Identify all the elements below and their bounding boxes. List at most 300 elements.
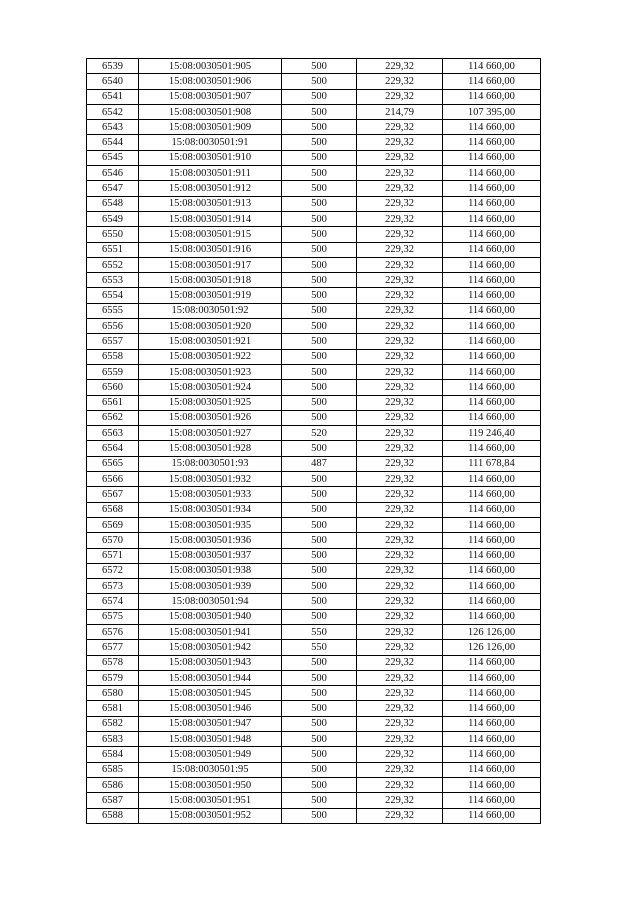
- rate-cell: 229,32: [357, 670, 443, 685]
- rate-cell: 229,32: [357, 120, 443, 135]
- row-number-cell: 6564: [87, 441, 139, 456]
- cadastral-number-cell: 15:08:0030501:940: [139, 609, 282, 624]
- table-row: [87, 395, 541, 410]
- cadastral-number-cell: 15:08:0030501:939: [139, 579, 282, 594]
- rate-cell: 229,32: [357, 732, 443, 747]
- row-number-cell: 6552: [87, 257, 139, 272]
- table-row: [87, 104, 541, 119]
- row-number-cell: 6545: [87, 150, 139, 165]
- row-number-cell: 6583: [87, 732, 139, 747]
- area-cell: 500: [282, 227, 357, 242]
- cadastral-number-cell: 15:08:0030501:912: [139, 181, 282, 196]
- cadastral-number-cell: 15:08:0030501:941: [139, 624, 282, 639]
- table-row: [87, 716, 541, 731]
- table-row: [87, 579, 541, 594]
- row-number-cell: 6539: [87, 59, 139, 74]
- amount-cell: 114 660,00: [443, 594, 541, 609]
- table-row: [87, 273, 541, 288]
- table-row: [87, 670, 541, 685]
- row-number-cell: 6586: [87, 777, 139, 792]
- row-number-cell: 6554: [87, 288, 139, 303]
- amount-cell: 114 660,00: [443, 349, 541, 364]
- rate-cell: 229,32: [357, 181, 443, 196]
- table-row: [87, 166, 541, 181]
- row-number-cell: 6557: [87, 334, 139, 349]
- amount-cell: 107 395,00: [443, 104, 541, 119]
- table-row: [87, 533, 541, 548]
- rate-cell: 229,32: [357, 777, 443, 792]
- rate-cell: 229,32: [357, 640, 443, 655]
- table-row: [87, 808, 541, 823]
- area-cell: 500: [282, 257, 357, 272]
- cadastral-number-cell: 15:08:0030501:936: [139, 533, 282, 548]
- rate-cell: 229,32: [357, 227, 443, 242]
- amount-cell: 114 660,00: [443, 166, 541, 181]
- table-row: [87, 74, 541, 89]
- area-cell: 500: [282, 288, 357, 303]
- row-number-cell: 6581: [87, 701, 139, 716]
- amount-cell: 114 660,00: [443, 747, 541, 762]
- cadastral-number-cell: 15:08:0030501:94: [139, 594, 282, 609]
- cadastral-number-cell: 15:08:0030501:909: [139, 120, 282, 135]
- rate-cell: 229,32: [357, 716, 443, 731]
- cadastral-number-cell: 15:08:0030501:951: [139, 793, 282, 808]
- rate-cell: 229,32: [357, 59, 443, 74]
- row-number-cell: 6544: [87, 135, 139, 150]
- amount-cell: 114 660,00: [443, 227, 541, 242]
- table-row: [87, 135, 541, 150]
- area-cell: 500: [282, 89, 357, 104]
- area-cell: 500: [282, 762, 357, 777]
- table-row: [87, 456, 541, 471]
- amount-cell: 114 660,00: [443, 303, 541, 318]
- row-number-cell: 6555: [87, 303, 139, 318]
- rate-cell: 229,32: [357, 89, 443, 104]
- table-row: [87, 319, 541, 334]
- rate-cell: 229,32: [357, 135, 443, 150]
- table-row: [87, 303, 541, 318]
- area-cell: 500: [282, 655, 357, 670]
- rate-cell: 229,32: [357, 686, 443, 701]
- row-number-cell: 6546: [87, 166, 139, 181]
- row-number-cell: 6550: [87, 227, 139, 242]
- amount-cell: 114 660,00: [443, 793, 541, 808]
- row-number-cell: 6585: [87, 762, 139, 777]
- cadastral-number-cell: 15:08:0030501:92: [139, 303, 282, 318]
- row-number-cell: 6556: [87, 319, 139, 334]
- table-row: [87, 334, 541, 349]
- table-row: [87, 487, 541, 502]
- area-cell: 500: [282, 410, 357, 425]
- rate-cell: 229,32: [357, 273, 443, 288]
- cadastral-number-cell: 15:08:0030501:934: [139, 502, 282, 517]
- cadastral-number-cell: 15:08:0030501:916: [139, 242, 282, 257]
- row-number-cell: 6575: [87, 609, 139, 624]
- amount-cell: 114 660,00: [443, 808, 541, 823]
- row-number-cell: 6563: [87, 426, 139, 441]
- table-row: [87, 426, 541, 441]
- amount-cell: 114 660,00: [443, 319, 541, 334]
- table-row: [87, 517, 541, 532]
- table-row: [87, 793, 541, 808]
- cadastral-number-cell: 15:08:0030501:922: [139, 349, 282, 364]
- amount-cell: 114 660,00: [443, 273, 541, 288]
- cadastral-number-cell: 15:08:0030501:913: [139, 196, 282, 211]
- area-cell: 500: [282, 808, 357, 823]
- rate-cell: 229,32: [357, 762, 443, 777]
- amount-cell: 114 660,00: [443, 655, 541, 670]
- amount-cell: 114 660,00: [443, 777, 541, 792]
- row-number-cell: 6558: [87, 349, 139, 364]
- rate-cell: 229,32: [357, 196, 443, 211]
- cadastral-number-cell: 15:08:0030501:911: [139, 166, 282, 181]
- row-number-cell: 6573: [87, 579, 139, 594]
- amount-cell: 114 660,00: [443, 716, 541, 731]
- row-number-cell: 6568: [87, 502, 139, 517]
- area-cell: 500: [282, 273, 357, 288]
- row-number-cell: 6582: [87, 716, 139, 731]
- cadastral-number-cell: 15:08:0030501:923: [139, 364, 282, 379]
- area-cell: 500: [282, 732, 357, 747]
- row-number-cell: 6570: [87, 533, 139, 548]
- cadastral-table: [86, 58, 541, 824]
- area-cell: 500: [282, 380, 357, 395]
- amount-cell: 114 660,00: [443, 288, 541, 303]
- rate-cell: 229,32: [357, 74, 443, 89]
- area-cell: 500: [282, 609, 357, 624]
- amount-cell: 114 660,00: [443, 196, 541, 211]
- row-number-cell: 6547: [87, 181, 139, 196]
- rate-cell: 229,32: [357, 456, 443, 471]
- table-row: [87, 701, 541, 716]
- table-row: [87, 181, 541, 196]
- amount-cell: 114 660,00: [443, 257, 541, 272]
- row-number-cell: 6540: [87, 74, 139, 89]
- rate-cell: 229,32: [357, 472, 443, 487]
- rate-cell: 229,32: [357, 303, 443, 318]
- rate-cell: 229,32: [357, 410, 443, 425]
- amount-cell: 114 660,00: [443, 441, 541, 456]
- amount-cell: 114 660,00: [443, 732, 541, 747]
- rate-cell: 229,32: [357, 364, 443, 379]
- row-number-cell: 6576: [87, 624, 139, 639]
- row-number-cell: 6553: [87, 273, 139, 288]
- area-cell: 500: [282, 196, 357, 211]
- rate-cell: 229,32: [357, 655, 443, 670]
- area-cell: 500: [282, 334, 357, 349]
- cadastral-number-cell: 15:08:0030501:946: [139, 701, 282, 716]
- table-row: [87, 242, 541, 257]
- area-cell: 500: [282, 517, 357, 532]
- row-number-cell: 6577: [87, 640, 139, 655]
- row-number-cell: 6562: [87, 410, 139, 425]
- row-number-cell: 6561: [87, 395, 139, 410]
- cadastral-number-cell: 15:08:0030501:937: [139, 548, 282, 563]
- amount-cell: 126 126,00: [443, 640, 541, 655]
- cadastral-number-cell: 15:08:0030501:948: [139, 732, 282, 747]
- row-number-cell: 6560: [87, 380, 139, 395]
- table-row: [87, 257, 541, 272]
- table-row: [87, 472, 541, 487]
- rate-cell: 229,32: [357, 441, 443, 456]
- amount-cell: 111 678,84: [443, 456, 541, 471]
- area-cell: 500: [282, 150, 357, 165]
- area-cell: 520: [282, 426, 357, 441]
- area-cell: 500: [282, 395, 357, 410]
- rate-cell: 229,32: [357, 793, 443, 808]
- amount-cell: 114 660,00: [443, 59, 541, 74]
- rate-cell: 229,32: [357, 502, 443, 517]
- rate-cell: 229,32: [357, 808, 443, 823]
- cadastral-number-cell: 15:08:0030501:933: [139, 487, 282, 502]
- rate-cell: 229,32: [357, 426, 443, 441]
- rate-cell: 229,32: [357, 594, 443, 609]
- rate-cell: 229,32: [357, 211, 443, 226]
- row-number-cell: 6588: [87, 808, 139, 823]
- area-cell: 500: [282, 716, 357, 731]
- rate-cell: 229,32: [357, 395, 443, 410]
- area-cell: 500: [282, 533, 357, 548]
- table-row: [87, 609, 541, 624]
- row-number-cell: 6551: [87, 242, 139, 257]
- rate-cell: 229,32: [357, 579, 443, 594]
- amount-cell: 126 126,00: [443, 624, 541, 639]
- table-row: [87, 349, 541, 364]
- area-cell: 500: [282, 349, 357, 364]
- row-number-cell: 6543: [87, 120, 139, 135]
- row-number-cell: 6569: [87, 517, 139, 532]
- row-number-cell: 6567: [87, 487, 139, 502]
- cadastral-number-cell: 15:08:0030501:945: [139, 686, 282, 701]
- area-cell: 487: [282, 456, 357, 471]
- table-row: [87, 686, 541, 701]
- table-row: [87, 441, 541, 456]
- area-cell: 500: [282, 747, 357, 762]
- rate-cell: 229,32: [357, 334, 443, 349]
- cadastral-number-cell: 15:08:0030501:908: [139, 104, 282, 119]
- row-number-cell: 6559: [87, 364, 139, 379]
- amount-cell: 114 660,00: [443, 395, 541, 410]
- table-row: [87, 410, 541, 425]
- area-cell: 500: [282, 670, 357, 685]
- area-cell: 500: [282, 59, 357, 74]
- table-row: [87, 120, 541, 135]
- area-cell: 500: [282, 135, 357, 150]
- amount-cell: 114 660,00: [443, 670, 541, 685]
- area-cell: 550: [282, 640, 357, 655]
- table-row: [87, 227, 541, 242]
- area-cell: 500: [282, 166, 357, 181]
- cadastral-number-cell: 15:08:0030501:932: [139, 472, 282, 487]
- rate-cell: 229,32: [357, 701, 443, 716]
- cadastral-number-cell: 15:08:0030501:907: [139, 89, 282, 104]
- table-row: [87, 196, 541, 211]
- cadastral-number-cell: 15:08:0030501:924: [139, 380, 282, 395]
- rate-cell: 229,32: [357, 487, 443, 502]
- cadastral-number-cell: 15:08:0030501:93: [139, 456, 282, 471]
- row-number-cell: 6548: [87, 196, 139, 211]
- amount-cell: 114 660,00: [443, 181, 541, 196]
- area-cell: 500: [282, 319, 357, 334]
- amount-cell: 114 660,00: [443, 74, 541, 89]
- amount-cell: 114 660,00: [443, 410, 541, 425]
- rate-cell: 229,32: [357, 380, 443, 395]
- area-cell: 500: [282, 120, 357, 135]
- amount-cell: 114 660,00: [443, 150, 541, 165]
- table-body: [87, 59, 541, 824]
- table-row: [87, 548, 541, 563]
- row-number-cell: 6571: [87, 548, 139, 563]
- area-cell: 500: [282, 104, 357, 119]
- table-row: [87, 211, 541, 226]
- cadastral-number-cell: 15:08:0030501:935: [139, 517, 282, 532]
- amount-cell: 114 660,00: [443, 364, 541, 379]
- area-cell: 500: [282, 777, 357, 792]
- area-cell: 500: [282, 487, 357, 502]
- amount-cell: 114 660,00: [443, 502, 541, 517]
- amount-cell: 119 246,40: [443, 426, 541, 441]
- cadastral-number-cell: 15:08:0030501:91: [139, 135, 282, 150]
- area-cell: 500: [282, 364, 357, 379]
- area-cell: 500: [282, 211, 357, 226]
- table-row: [87, 777, 541, 792]
- cadastral-number-cell: 15:08:0030501:952: [139, 808, 282, 823]
- cadastral-number-cell: 15:08:0030501:944: [139, 670, 282, 685]
- rate-cell: 229,32: [357, 548, 443, 563]
- area-cell: 550: [282, 624, 357, 639]
- amount-cell: 114 660,00: [443, 211, 541, 226]
- table-row: [87, 594, 541, 609]
- table-row: [87, 288, 541, 303]
- area-cell: 500: [282, 441, 357, 456]
- amount-cell: 114 660,00: [443, 701, 541, 716]
- amount-cell: 114 660,00: [443, 89, 541, 104]
- area-cell: 500: [282, 472, 357, 487]
- area-cell: 500: [282, 701, 357, 716]
- area-cell: 500: [282, 686, 357, 701]
- cadastral-number-cell: 15:08:0030501:927: [139, 426, 282, 441]
- table-row: [87, 364, 541, 379]
- amount-cell: 114 660,00: [443, 762, 541, 777]
- table-row: [87, 563, 541, 578]
- rate-cell: 229,32: [357, 517, 443, 532]
- row-number-cell: 6541: [87, 89, 139, 104]
- table-row: [87, 762, 541, 777]
- table-row: [87, 732, 541, 747]
- cadastral-number-cell: 15:08:0030501:949: [139, 747, 282, 762]
- cadastral-number-cell: 15:08:0030501:905: [139, 59, 282, 74]
- rate-cell: 229,32: [357, 257, 443, 272]
- area-cell: 500: [282, 793, 357, 808]
- table-row: [87, 640, 541, 655]
- table-row: [87, 150, 541, 165]
- amount-cell: 114 660,00: [443, 563, 541, 578]
- amount-cell: 114 660,00: [443, 135, 541, 150]
- table-row: [87, 380, 541, 395]
- cadastral-number-cell: 15:08:0030501:942: [139, 640, 282, 655]
- amount-cell: 114 660,00: [443, 487, 541, 502]
- row-number-cell: 6566: [87, 472, 139, 487]
- area-cell: 500: [282, 594, 357, 609]
- table-row: [87, 89, 541, 104]
- cadastral-number-cell: 15:08:0030501:943: [139, 655, 282, 670]
- cadastral-number-cell: 15:08:0030501:921: [139, 334, 282, 349]
- amount-cell: 114 660,00: [443, 242, 541, 257]
- area-cell: 500: [282, 74, 357, 89]
- area-cell: 500: [282, 548, 357, 563]
- rate-cell: 229,32: [357, 533, 443, 548]
- area-cell: 500: [282, 579, 357, 594]
- cadastral-number-cell: 15:08:0030501:914: [139, 211, 282, 226]
- cadastral-number-cell: 15:08:0030501:906: [139, 74, 282, 89]
- rate-cell: 229,32: [357, 166, 443, 181]
- cadastral-number-cell: 15:08:0030501:925: [139, 395, 282, 410]
- row-number-cell: 6578: [87, 655, 139, 670]
- amount-cell: 114 660,00: [443, 380, 541, 395]
- table-row: [87, 502, 541, 517]
- row-number-cell: 6580: [87, 686, 139, 701]
- rate-cell: 229,32: [357, 563, 443, 578]
- amount-cell: 114 660,00: [443, 120, 541, 135]
- area-cell: 500: [282, 502, 357, 517]
- cadastral-number-cell: 15:08:0030501:915: [139, 227, 282, 242]
- amount-cell: 114 660,00: [443, 472, 541, 487]
- rate-cell: 229,32: [357, 624, 443, 639]
- amount-cell: 114 660,00: [443, 548, 541, 563]
- row-number-cell: 6572: [87, 563, 139, 578]
- cadastral-number-cell: 15:08:0030501:919: [139, 288, 282, 303]
- cadastral-number-cell: 15:08:0030501:950: [139, 777, 282, 792]
- rate-cell: 229,32: [357, 242, 443, 257]
- row-number-cell: 6587: [87, 793, 139, 808]
- table-row: [87, 655, 541, 670]
- rate-cell: 229,32: [357, 150, 443, 165]
- rate-cell: 229,32: [357, 349, 443, 364]
- row-number-cell: 6584: [87, 747, 139, 762]
- cadastral-number-cell: 15:08:0030501:938: [139, 563, 282, 578]
- amount-cell: 114 660,00: [443, 686, 541, 701]
- rate-cell: 229,32: [357, 288, 443, 303]
- amount-cell: 114 660,00: [443, 334, 541, 349]
- amount-cell: 114 660,00: [443, 579, 541, 594]
- cadastral-number-cell: 15:08:0030501:917: [139, 257, 282, 272]
- amount-cell: 114 660,00: [443, 517, 541, 532]
- cadastral-number-cell: 15:08:0030501:928: [139, 441, 282, 456]
- row-number-cell: 6542: [87, 104, 139, 119]
- cadastral-number-cell: 15:08:0030501:920: [139, 319, 282, 334]
- area-cell: 500: [282, 563, 357, 578]
- cadastral-number-cell: 15:08:0030501:926: [139, 410, 282, 425]
- rate-cell: 229,32: [357, 319, 443, 334]
- area-cell: 500: [282, 303, 357, 318]
- row-number-cell: 6579: [87, 670, 139, 685]
- area-cell: 500: [282, 242, 357, 257]
- row-number-cell: 6549: [87, 211, 139, 226]
- amount-cell: 114 660,00: [443, 533, 541, 548]
- cadastral-number-cell: 15:08:0030501:95: [139, 762, 282, 777]
- table-row: [87, 624, 541, 639]
- rate-cell: 229,32: [357, 609, 443, 624]
- table-row: [87, 747, 541, 762]
- amount-cell: 114 660,00: [443, 609, 541, 624]
- area-cell: 500: [282, 181, 357, 196]
- rate-cell: 214,79: [357, 104, 443, 119]
- table-row: [87, 59, 541, 74]
- row-number-cell: 6565: [87, 456, 139, 471]
- cadastral-number-cell: 15:08:0030501:910: [139, 150, 282, 165]
- cadastral-number-cell: 15:08:0030501:918: [139, 273, 282, 288]
- rate-cell: 229,32: [357, 747, 443, 762]
